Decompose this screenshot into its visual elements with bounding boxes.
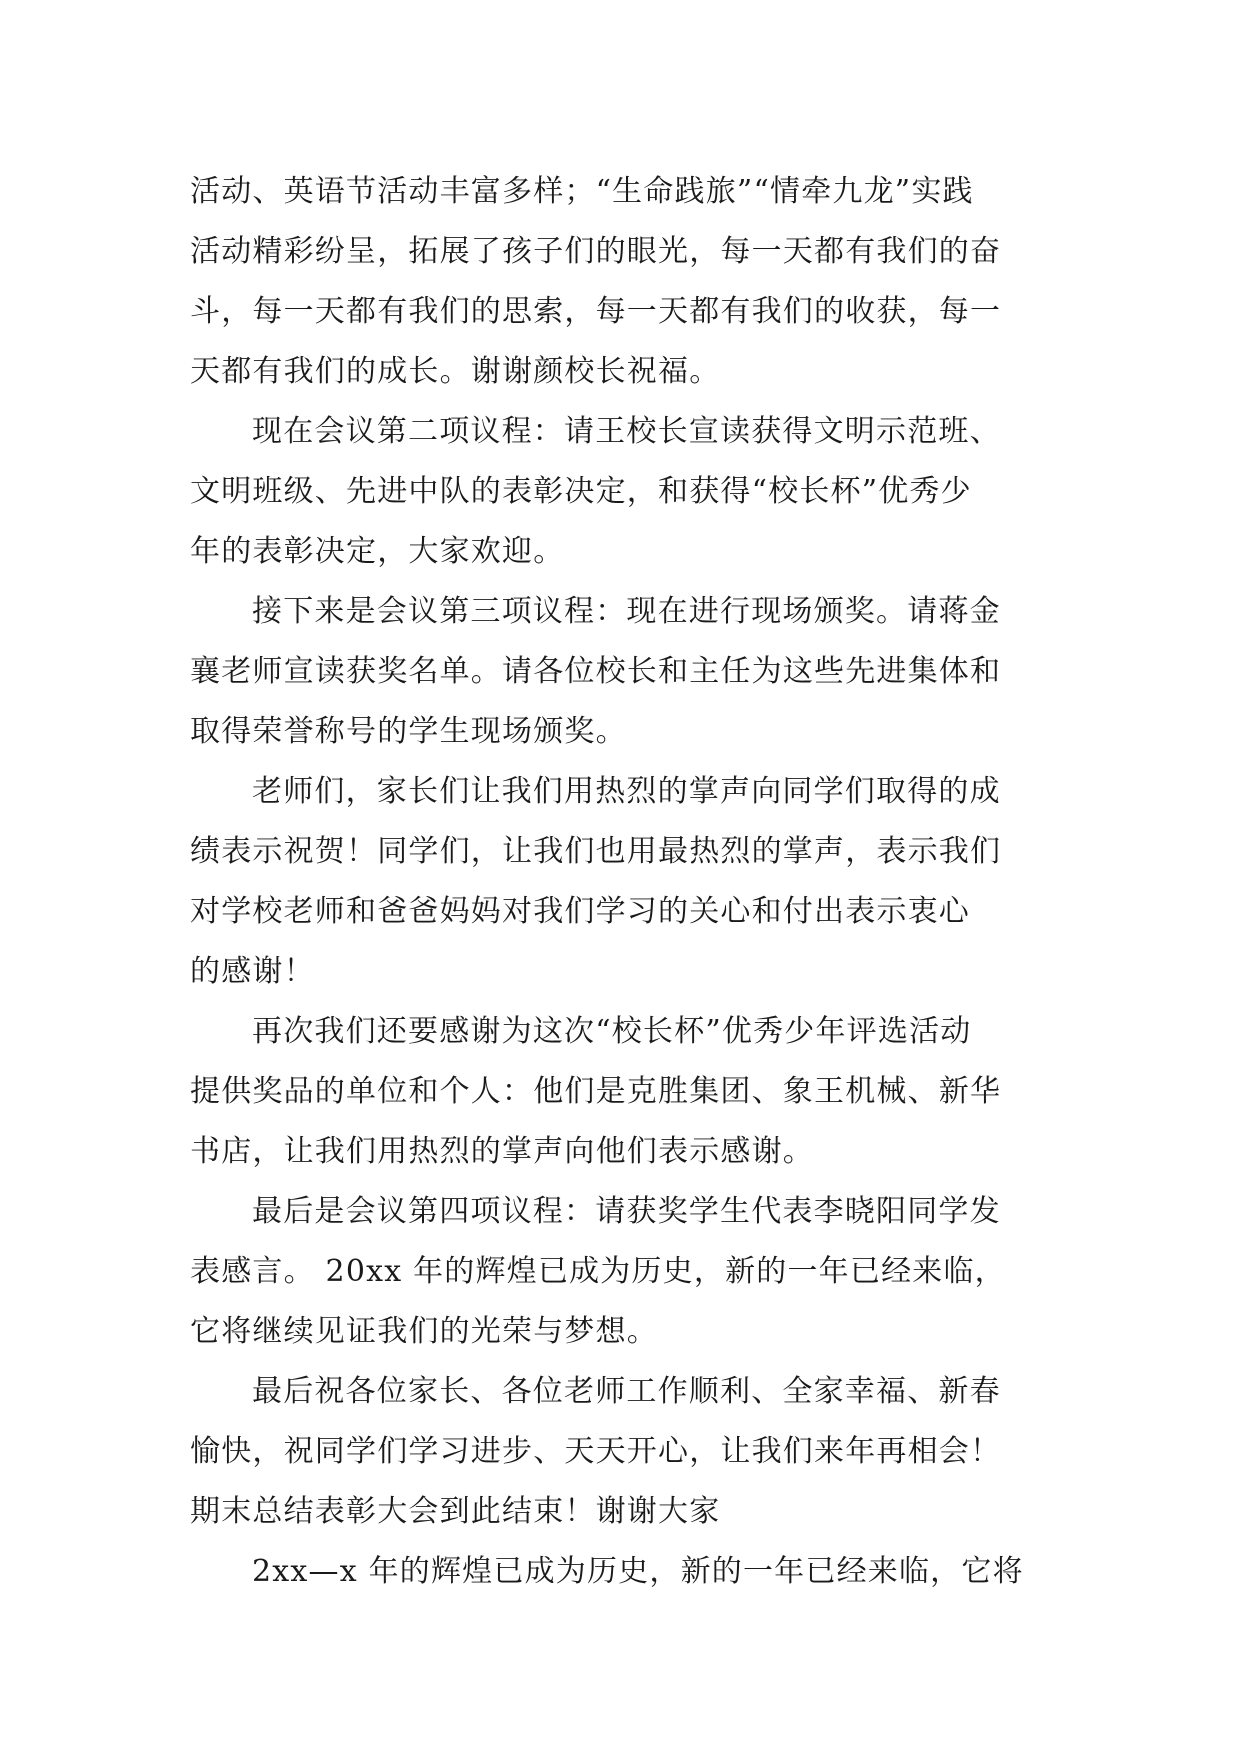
text-line: 的感谢！	[190, 954, 315, 989]
text-line: 它将继续见证我们的光荣与梦想。	[190, 1314, 658, 1349]
text-line: 年的表彰决定，大家欢迎。	[190, 534, 565, 569]
text-line: 表感言。 20xx 年的辉煌已成为历史，新的一年已经来临，	[190, 1254, 1006, 1289]
text-line: 斗，每一天都有我们的思索，每一天都有我们的收获，每一	[190, 294, 1002, 329]
text-line: 文明班级、先进中队的表彰决定，和获得“校长杯”优秀少	[190, 474, 972, 509]
text-line: 对学校老师和爸爸妈妈对我们学习的关心和付出表示衷心	[190, 894, 970, 929]
paragraph-first-line: 老师们，家长们让我们用热烈的掌声向同学们取得的成	[252, 774, 1001, 809]
paragraph-first-line: 接下来是会议第三项议程：现在进行现场颁奖。请蒋金	[252, 594, 1001, 629]
text-line: 绩表示祝贺！同学们，让我们也用最热烈的掌声，表示我们	[190, 834, 1002, 869]
paragraph-first-line: 最后是会议第四项议程：请获奖学生代表李晓阳同学发	[252, 1194, 1001, 1229]
text-line: 天都有我们的成长。谢谢颜校长祝福。	[190, 354, 721, 389]
paragraph-first-line: 再次我们还要感谢为这次“校长杯”优秀少年评选活动	[252, 1014, 972, 1049]
paragraph-first-line: 现在会议第二项议程：请王校长宣读获得文明示范班、	[252, 414, 1001, 449]
paragraph-first-line: 最后祝各位家长、各位老师工作顺利、全家幸福、新春	[252, 1374, 1001, 1409]
paragraph-first-line: 2xx—x 年的辉煌已成为历史，新的一年已经来临，它将	[252, 1554, 1024, 1589]
text-line: 期末总结表彰大会到此结束！谢谢大家	[190, 1494, 721, 1529]
text-line: 襄老师宣读获奖名单。请各位校长和主任为这些先进集体和	[190, 654, 1002, 689]
text-line: 活动、英语节活动丰富多样；“生命践旅”“情牵九龙”实践	[190, 174, 974, 209]
text-line: 提供奖品的单位和个人：他们是克胜集团、象王机械、新华	[190, 1074, 1002, 1109]
document-body	[190, 162, 1050, 1602]
text-line: 愉快，祝同学们学习进步、天天开心，让我们来年再相会！	[190, 1434, 1002, 1469]
text-line: 活动精彩纷呈，拓展了孩子们的眼光，每一天都有我们的奋	[190, 234, 1002, 269]
text-line: 取得荣誉称号的学生现场颁奖。	[190, 714, 627, 749]
text-line: 书店，让我们用热烈的掌声向他们表示感谢。	[190, 1134, 814, 1169]
